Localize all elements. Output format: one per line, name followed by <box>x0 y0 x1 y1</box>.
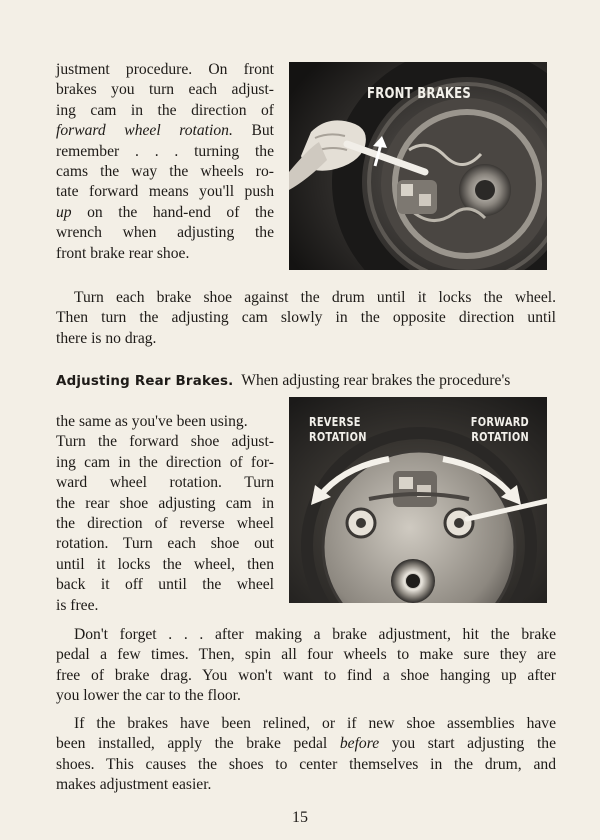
paragraph-turn-shoe <box>56 288 556 349</box>
text-line: there is no drag. <box>56 329 157 347</box>
text-line: the rear shoe adjusting cam in <box>56 494 274 512</box>
text-line: Don't forget . . . after making a brake adjustment, hit the brake <box>74 626 556 643</box>
text-line: you lower the car to the floor. <box>56 687 241 705</box>
text-line: ward wheel rotation. Turn <box>56 474 274 492</box>
text-segment: been installed, apply the brake pedal <box>56 735 340 753</box>
label-line: ROTATION <box>309 430 367 444</box>
paragraph-relined-brakes <box>56 714 556 796</box>
text-line: remember . . . turning the <box>56 142 274 160</box>
text-line: tate forward means you'll push <box>56 183 274 201</box>
text-line: Turn the forward shoe adjust- <box>56 433 274 451</box>
text-line: is free. <box>56 596 99 614</box>
text-line: the direction of reverse wheel <box>56 515 274 533</box>
paragraph-rear-brakes <box>56 412 274 616</box>
text-line: Turn each brake shoe against the drum until it locks the wheel. <box>74 289 556 306</box>
italic-word: before <box>339 735 380 753</box>
label-line: FORWARD <box>470 415 529 429</box>
text-line: back it off until the wheel <box>56 576 274 594</box>
text-line-italic <box>56 734 556 754</box>
text-line <box>56 371 556 392</box>
text-line: If the brakes have been relined, or if new shoe assemblies have <box>74 715 556 732</box>
text-line: until it locks the wheel, then <box>56 555 274 573</box>
forward-rotation-label <box>471 415 529 445</box>
reverse-rotation-label <box>309 415 367 445</box>
text-line: ing cam in the direction of for- <box>56 453 274 471</box>
text-line: shoes. This causes the shoes to center themselves in the drum, and <box>56 755 556 773</box>
text-line: free of brake drag. You won't want to find a shoe hanging up after <box>56 666 556 684</box>
text-line: brakes you turn each adjust- <box>56 81 274 99</box>
text-line: ing cam in the direction of <box>56 101 274 119</box>
text-line: cams the way the wheels ro- <box>56 163 274 181</box>
text-line-italic: up on the hand-end of the <box>56 203 274 221</box>
paragraph-front-brakes <box>56 60 274 264</box>
text-line: pedal a few times. Then, spin all four wheels to make sure they are <box>56 646 556 664</box>
text-line: makes adjustment easier. <box>56 776 212 794</box>
front-brakes-label: FRONT BRAKES <box>367 84 472 102</box>
label-line: REVERSE <box>309 415 361 429</box>
front-brakes-photo <box>289 62 547 270</box>
paragraph-rear-brakes-heading-line <box>56 371 556 392</box>
text-segment: you start adjusting the <box>379 735 557 753</box>
italic-phrase: forward wheel rotation. <box>56 122 233 140</box>
rear-brakes-photo <box>289 397 547 603</box>
text-line: justment procedure. On front <box>56 61 274 78</box>
text-line: Then turn the adjusting cam slowly in the opposite direction until <box>56 309 556 327</box>
text-line: wrench when adjusting the <box>56 224 274 242</box>
text-line-italic: forward wheel rotation. But <box>56 122 274 140</box>
page-number: 15 <box>292 809 308 826</box>
text-line: rotation. Turn each shoe out <box>56 535 274 553</box>
paragraph-dont-forget <box>56 625 556 707</box>
label-line: ROTATION <box>471 430 529 444</box>
heading-line-text: When adjusting rear brakes the procedure's <box>241 372 511 389</box>
italic-word: up <box>56 203 72 221</box>
text-line: the same as you've been using. <box>56 413 248 430</box>
text-line: front brake rear shoe. <box>56 244 190 262</box>
section-heading: Adjusting Rear Brakes. <box>56 374 234 389</box>
